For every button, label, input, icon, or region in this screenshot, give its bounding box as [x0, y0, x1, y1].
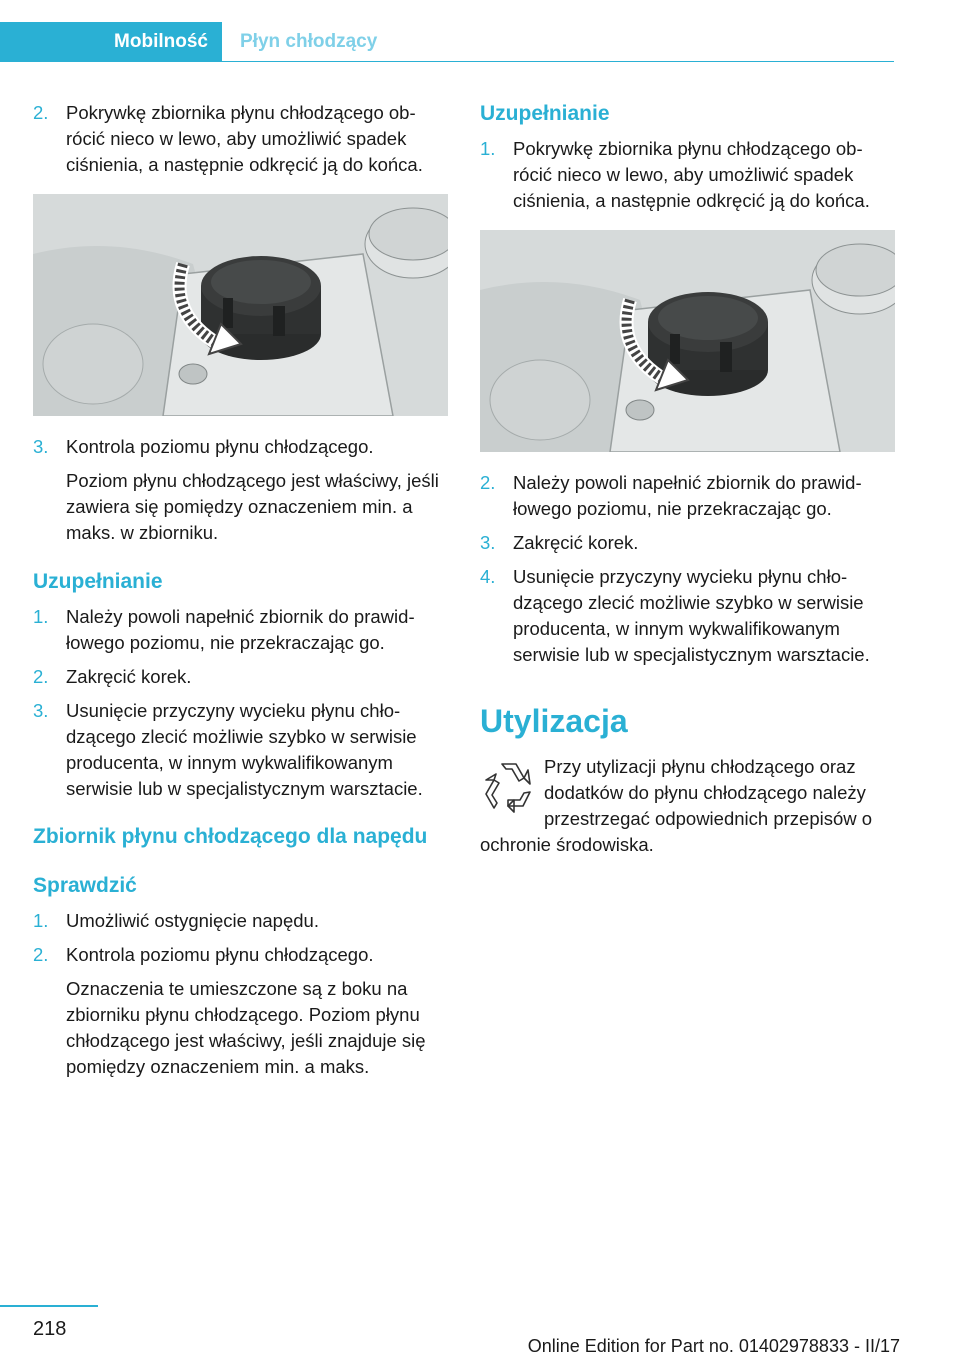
step-number: 4. — [480, 566, 496, 587]
list-item — [480, 530, 895, 556]
step-text: Umożliwić ostygnięcie napędu. — [66, 910, 319, 931]
step-number: 2. — [33, 666, 49, 687]
step-text: Kontrola poziomu płynu chłodzącego. — [66, 436, 374, 457]
list-item — [480, 470, 895, 522]
step-text: Należy powoli napełnić zbiornik do prawidłowego poziomu, nie przekraczając go. — [513, 472, 862, 519]
list-item — [33, 434, 448, 460]
disposal-text: Przy utylizacji płynu chłodzącego oraz dodatków do płynu chłodzącego należy przestrzegać odpowiednich przepisów o ochronie środowiska. — [480, 756, 873, 855]
list-item — [33, 908, 448, 934]
list-item — [33, 698, 448, 802]
list-item — [480, 136, 895, 214]
step-text: Kontrola poziomu płynu chłodzącego. — [66, 944, 374, 965]
list-item — [480, 564, 895, 668]
edition-note: Online Edition for Part no. 01402978833 - II/17 — [527, 1336, 900, 1356]
right-column — [480, 100, 895, 858]
step-text: Pokrywkę zbiornika płynu chłodzącego obrócić nieco w lewo, aby umożliwić spadek ciśnienia, a następnie odkręcić ją do końca. — [513, 138, 870, 211]
step-text: Usunięcie przyczyny wycieku płynu chłodzącego zlecić możliwie szybko w serwisie producenta, w innym wykwalifikowanym serwisie lub w specjalistycznym warsztacie. — [66, 700, 423, 799]
left-column — [33, 100, 448, 1088]
step-number: 2. — [480, 472, 496, 493]
step-number: 1. — [33, 910, 49, 931]
header-divider — [222, 61, 894, 62]
step-text: Należy powoli napełnić zbiornik do prawidłowego poziomu, nie przekraczając go. — [66, 606, 415, 653]
step-number: 1. — [480, 138, 496, 159]
footer-divider — [0, 1305, 98, 1307]
list-item — [33, 942, 448, 968]
step-text: Usunięcie przyczyny wycieku płynu chłodzącego zlecić możliwie szybko w serwisie producenta, w innym wykwalifikowanym serwisie lub w specjalistycznym warsztacie. — [513, 566, 870, 665]
page-number: 218 — [33, 1318, 67, 1340]
step-text: Pokrywkę zbiornika płynu chłodzącego obrócić nieco w lewo, aby umożliwić spadek ciśnienia, a następnie odkręcić ją do końca. — [66, 102, 423, 175]
step-number: 3. — [33, 436, 49, 457]
list-item — [33, 664, 448, 690]
step-number: 2. — [33, 944, 49, 965]
step-number: 3. — [33, 700, 49, 721]
disposal-block — [480, 754, 895, 858]
check-heading: Sprawdzić — [33, 874, 137, 897]
list-item — [33, 604, 448, 656]
list-item — [33, 100, 448, 178]
coolant-cap-photo — [480, 230, 895, 452]
step-note: Poziom płynu chłodzącego jest właściwy, jeśli zawiera się pomiędzy oznaczeniem min. a maks. w zbiorniku. — [66, 470, 439, 543]
refill-heading: Uzupełnianie — [33, 570, 163, 593]
step-note: Oznaczenia te umieszczone są z boku na zbiorniku płynu chłodzącego. Poziom płynu chłodzącego jest właściwy, jeśli znajduje się pomiędzy oznaczeniem min. a maks. — [66, 978, 426, 1077]
disposal-heading: Utylizacja — [480, 703, 628, 739]
step-number: 1. — [33, 606, 49, 627]
refill-heading: Uzupełnianie — [480, 102, 610, 125]
step-number: 2. — [33, 102, 49, 123]
header-section-label: Mobilność — [114, 31, 208, 52]
recycle-icon — [480, 758, 538, 820]
step-text: Zakręcić korek. — [66, 666, 192, 687]
header-topic-label: Płyn chłodzący — [240, 31, 378, 52]
drive-coolant-heading: Zbiornik płynu chłodzącego dla napędu — [33, 825, 428, 848]
coolant-cap-photo — [33, 194, 448, 416]
step-text: Zakręcić korek. — [513, 532, 639, 553]
step-number: 3. — [480, 532, 496, 553]
